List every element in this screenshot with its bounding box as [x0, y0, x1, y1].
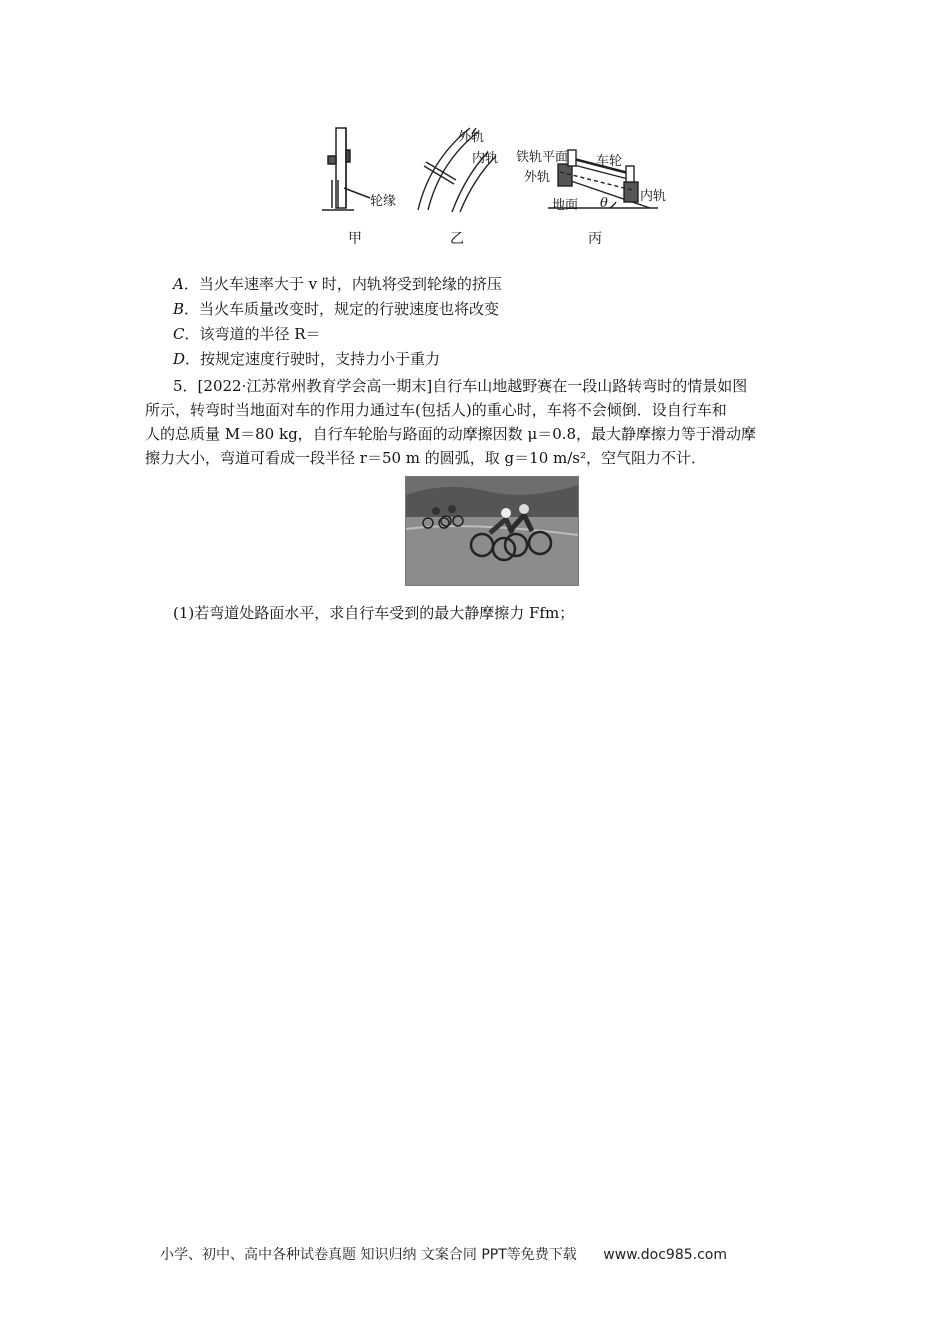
option-d-letter: D	[173, 350, 186, 368]
caption-bing: 丙	[588, 231, 602, 247]
label-inner-rail-bing: 内轨	[640, 189, 667, 204]
option-c-text: ．该弯道的半径 R＝	[184, 325, 321, 343]
footer-site: www.doc985.com	[603, 1247, 727, 1263]
option-c-letter: C	[173, 325, 185, 343]
figure-jia-drawing	[322, 128, 370, 210]
label-outer-rail: 外轨	[458, 130, 485, 145]
question-5	[145, 374, 810, 470]
cyclists-photo	[405, 476, 579, 586]
q5-sub1: (1)若弯道处路面水平，求自行车受到的最大静摩擦力 Ffm；	[173, 604, 575, 622]
label-angle: θ	[600, 196, 608, 211]
page-footer	[160, 1244, 741, 1264]
q5-line-2: 所示，转弯时当地面对车的作用力通过车(包括人)的重心时，车将不会倾倒．设自行车和	[145, 401, 727, 419]
label-flange: 轮缘	[370, 194, 397, 209]
option-b-letter: B	[173, 300, 185, 318]
option-a-letter: A	[173, 275, 184, 293]
label-inner-rail: 内轨	[472, 151, 499, 166]
label-wheel: 车轮	[596, 154, 623, 169]
option-d-text: ．按规定速度行驶时，支持力小于重力	[185, 350, 441, 368]
caption-jia: 甲	[348, 231, 362, 247]
q5-line-4: 擦力大小，弯道可看成一段半径 r＝50 m 的圆弧，取 g＝10 m/s²，空气阻力不计．	[145, 449, 707, 467]
q5-line-1: 5．[2022·江苏常州教育学会高一期末]自行车山地越野赛在一段山路转弯时的情景如图	[173, 377, 748, 395]
cyclists-image	[406, 477, 578, 585]
option-a-text: ．当火车速率大于 v 时，内轨将受到轮缘的挤压	[183, 275, 502, 293]
option-b	[173, 297, 499, 321]
footer-text: 小学、初中、高中各种试卷真题 知识归纳 文案合同 PPT等免费下载	[160, 1247, 577, 1263]
option-b-text: ．当火车质量改变时，规定的行驶速度也将改变	[184, 300, 500, 318]
label-ground: 地面	[552, 198, 579, 213]
option-d	[173, 347, 440, 371]
label-rail-plane: 铁轨平面	[516, 150, 569, 165]
option-a	[173, 272, 502, 296]
label-outer-rail-bing: 外轨	[524, 170, 551, 185]
option-c	[173, 322, 321, 346]
q5-line-3: 人的总质量 M＝80 kg，自行车轮胎与路面的动摩擦因数 μ＝0.8，最大静摩擦力等于滑动摩	[145, 425, 757, 443]
rail-figure	[320, 120, 680, 250]
figure-yi-drawing	[418, 128, 499, 212]
caption-yi: 乙	[450, 231, 464, 247]
